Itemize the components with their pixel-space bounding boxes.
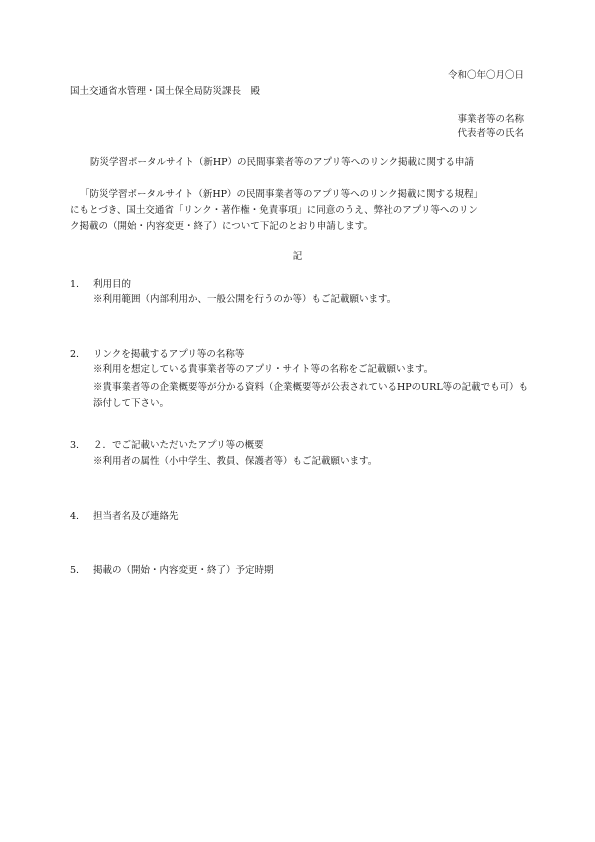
item-number: 1. bbox=[70, 279, 80, 290]
item-title: 担当者名及び連絡先 bbox=[93, 511, 179, 522]
item-note: ※貴事業者等の企業概要等が分かる資料（企業概要等が公表されているHPのURL等の記載でも可）も添付して下さい。 bbox=[93, 382, 529, 409]
item-title: リンクを掲載するアプリ等の名称等 bbox=[93, 349, 245, 360]
body-line: にもとづき、国土交通省「リンク・著作権・免責事項」に同意のうえ、弊社のアプリ等へのリン bbox=[70, 205, 478, 216]
item-number: 4. bbox=[70, 511, 80, 522]
body-line: ク掲載の（開始・内容変更・終了）について下記のとおり申請します。 bbox=[70, 221, 374, 232]
body-paragraph bbox=[70, 187, 532, 235]
item-title: ２．でご記載いただいたアプリ等の概要 bbox=[93, 440, 264, 451]
item-number: 2. bbox=[70, 349, 80, 360]
addressee: 国土交通省水管理・国土保全局防災課長 殿 bbox=[70, 86, 261, 97]
ki-heading: 記 bbox=[292, 251, 303, 262]
item-title: 利用目的 bbox=[93, 279, 132, 290]
body-line: 「防災学習ポータルサイト（新HP）の民間事業者等のアプリ等へのリンク掲載に関する規程」 bbox=[80, 189, 483, 200]
date-line: 令和〇年〇月〇日 bbox=[447, 70, 524, 81]
item-note: ※利用者の属性（小中学生、教員、保護者等）もご記載願います。 bbox=[93, 456, 378, 467]
document-title: 防災学習ポータルサイト（新HP）の民間事業者等のアプリ等へのリンク掲載に関する申請 bbox=[90, 157, 474, 168]
item-note: ※利用を想定している貴事業者等のアプリ・サイト等の名称をご記載願います。 bbox=[93, 364, 434, 375]
item-number: 3. bbox=[70, 440, 80, 451]
applicant-representative: 代表者等の氏名 bbox=[457, 128, 524, 139]
item-number: 5. bbox=[70, 565, 80, 576]
item-title: 掲載の（開始・内容変更・終了）予定時期 bbox=[93, 565, 274, 576]
item-note: ※利用範囲（内部利用か、一般公開を行うのか等）もご記載願います。 bbox=[93, 294, 397, 305]
applicant-organization: 事業者等の名称 bbox=[457, 114, 524, 125]
